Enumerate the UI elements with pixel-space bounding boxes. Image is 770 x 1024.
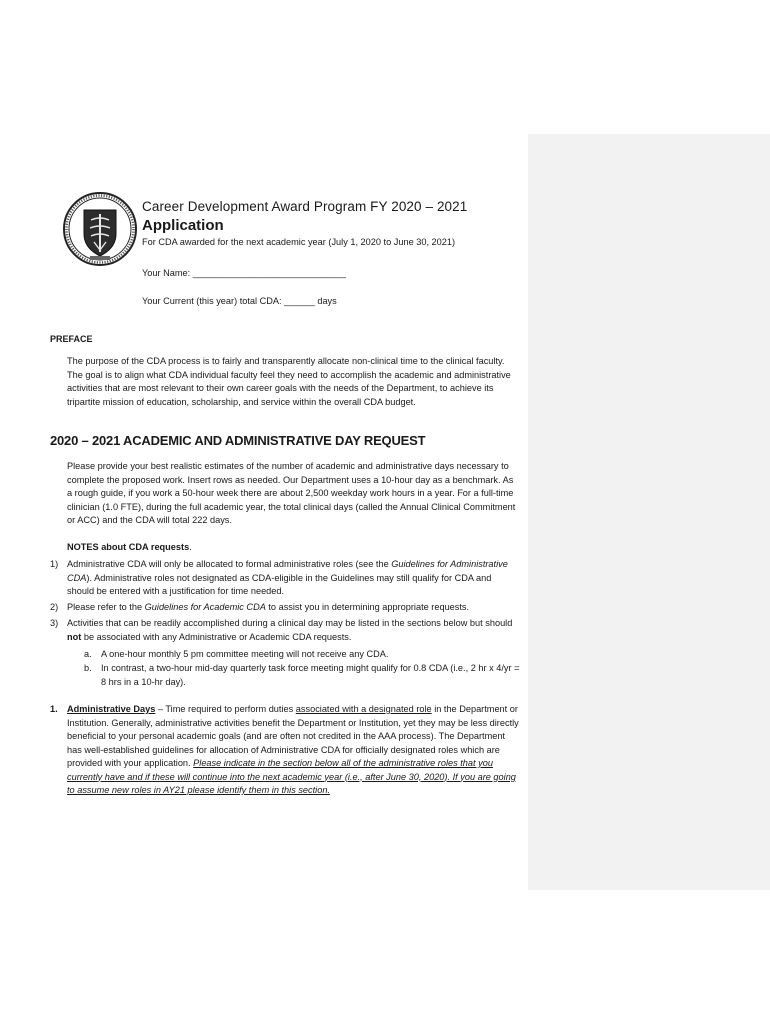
comment-pane	[528, 134, 770, 890]
subitem-text: In contrast, a two-hour mid-day quarterly task force meeting might qualify for 0.8 CDA (i.e., 2 hr x 4/yr = 8 hrs in a 10-hr day).	[101, 663, 520, 687]
section-title: Administrative Days	[67, 704, 156, 714]
note-text: Please refer to the Guidelines for Academic CDA to assist you in determining appropriate requests.	[67, 602, 470, 612]
application-heading: Application	[142, 217, 224, 234]
note-number: 1)	[50, 559, 59, 569]
note-number: 2)	[50, 602, 59, 612]
section-number: 1.	[50, 704, 58, 714]
subitem-text: A one-hour monthly 5 pm committee meeting will not receive any CDA.	[101, 649, 389, 659]
note-text: Administrative CDA will only be allocated to formal administrative roles (see the Guidelines for Administrative CDA). Administrative roles not designated as CDA-eligible in the Guidelines may still qualify for CDA and should be entered with a justification for time needed.	[67, 559, 508, 596]
section-instruction: Please indicate in the section below all of the administrative roles that you currently have and if these will continue into the next academic year (i.e., after June 30, 2020). If you are going to assume new roles in AY21 please identify them in this section.	[67, 758, 516, 795]
current-cda-field[interactable]: Your Current (this year) total CDA: ______ days	[142, 296, 337, 306]
request-paragraph: Please provide your best realistic estimates of the number of academic and administrative days necessary to complete the proposed work. Insert rows as needed. Our Department uses a 10-hour day as a benchmark. As a rough guide, if you work a 50-hour week there are about 2,500 weekday work hours in a year. For a full-time clinician (1.0 FTE), during the full academic year, the total clinical days (called the Annual Clinical Commitment or ACC) and the CDA will total 222 days.	[67, 461, 516, 525]
request-heading: 2020 – 2021 ACADEMIC AND ADMINISTRATIVE DAY REQUEST	[50, 433, 426, 448]
award-year-subtitle: For CDA awarded for the next academic year (July 1, 2020 to June 30, 2021)	[142, 237, 456, 247]
note-text: Activities that can be readily accomplished during a clinical day may be listed in the sections below but should not be associated with any Administrative or Academic CDA requests.	[67, 618, 513, 642]
note-number: 3)	[50, 618, 59, 628]
preface-paragraph: The purpose of the CDA process is to fairly and transparently allocate non-clinical time to the clinical faculty. The goal is to align what CDA individual faculty feel they need to accomplish the academic and administrative activities that are most relevant to their own career goals with the needs of the Department, to achieve its tripartite mission of education, scholarship, and service within the overall CDA budget.	[67, 356, 511, 407]
preface-heading: PREFACE	[50, 334, 93, 344]
section-text: Administrative Days – Time required to perform duties associated with a designated role in the Department or Institution. Generally, administrative activities benefit the Department or Institution, yet they may be less directly beneficial to your personal academic goals (and are often not credited in the AAA process). The Department has well-established guidelines for allocation of Administrative CDA for officially designated roles which are provided with your application. Please indicate in the section below all of the administrative roles that you currently have and if these will continue into the next academic year (i.e., after June 30, 2020). If you are going to assume new roles in AY21 please identify them in this section.	[67, 704, 519, 795]
department-seal-icon	[62, 190, 138, 268]
subitem-letter: a.	[84, 649, 92, 659]
program-title: Career Development Award Program FY 2020 – 2021	[142, 199, 468, 214]
notes-heading: NOTES about CDA requests.	[67, 542, 192, 552]
your-name-field[interactable]: Your Name: ______________________________	[142, 268, 347, 278]
subitem-letter: b.	[84, 663, 92, 673]
